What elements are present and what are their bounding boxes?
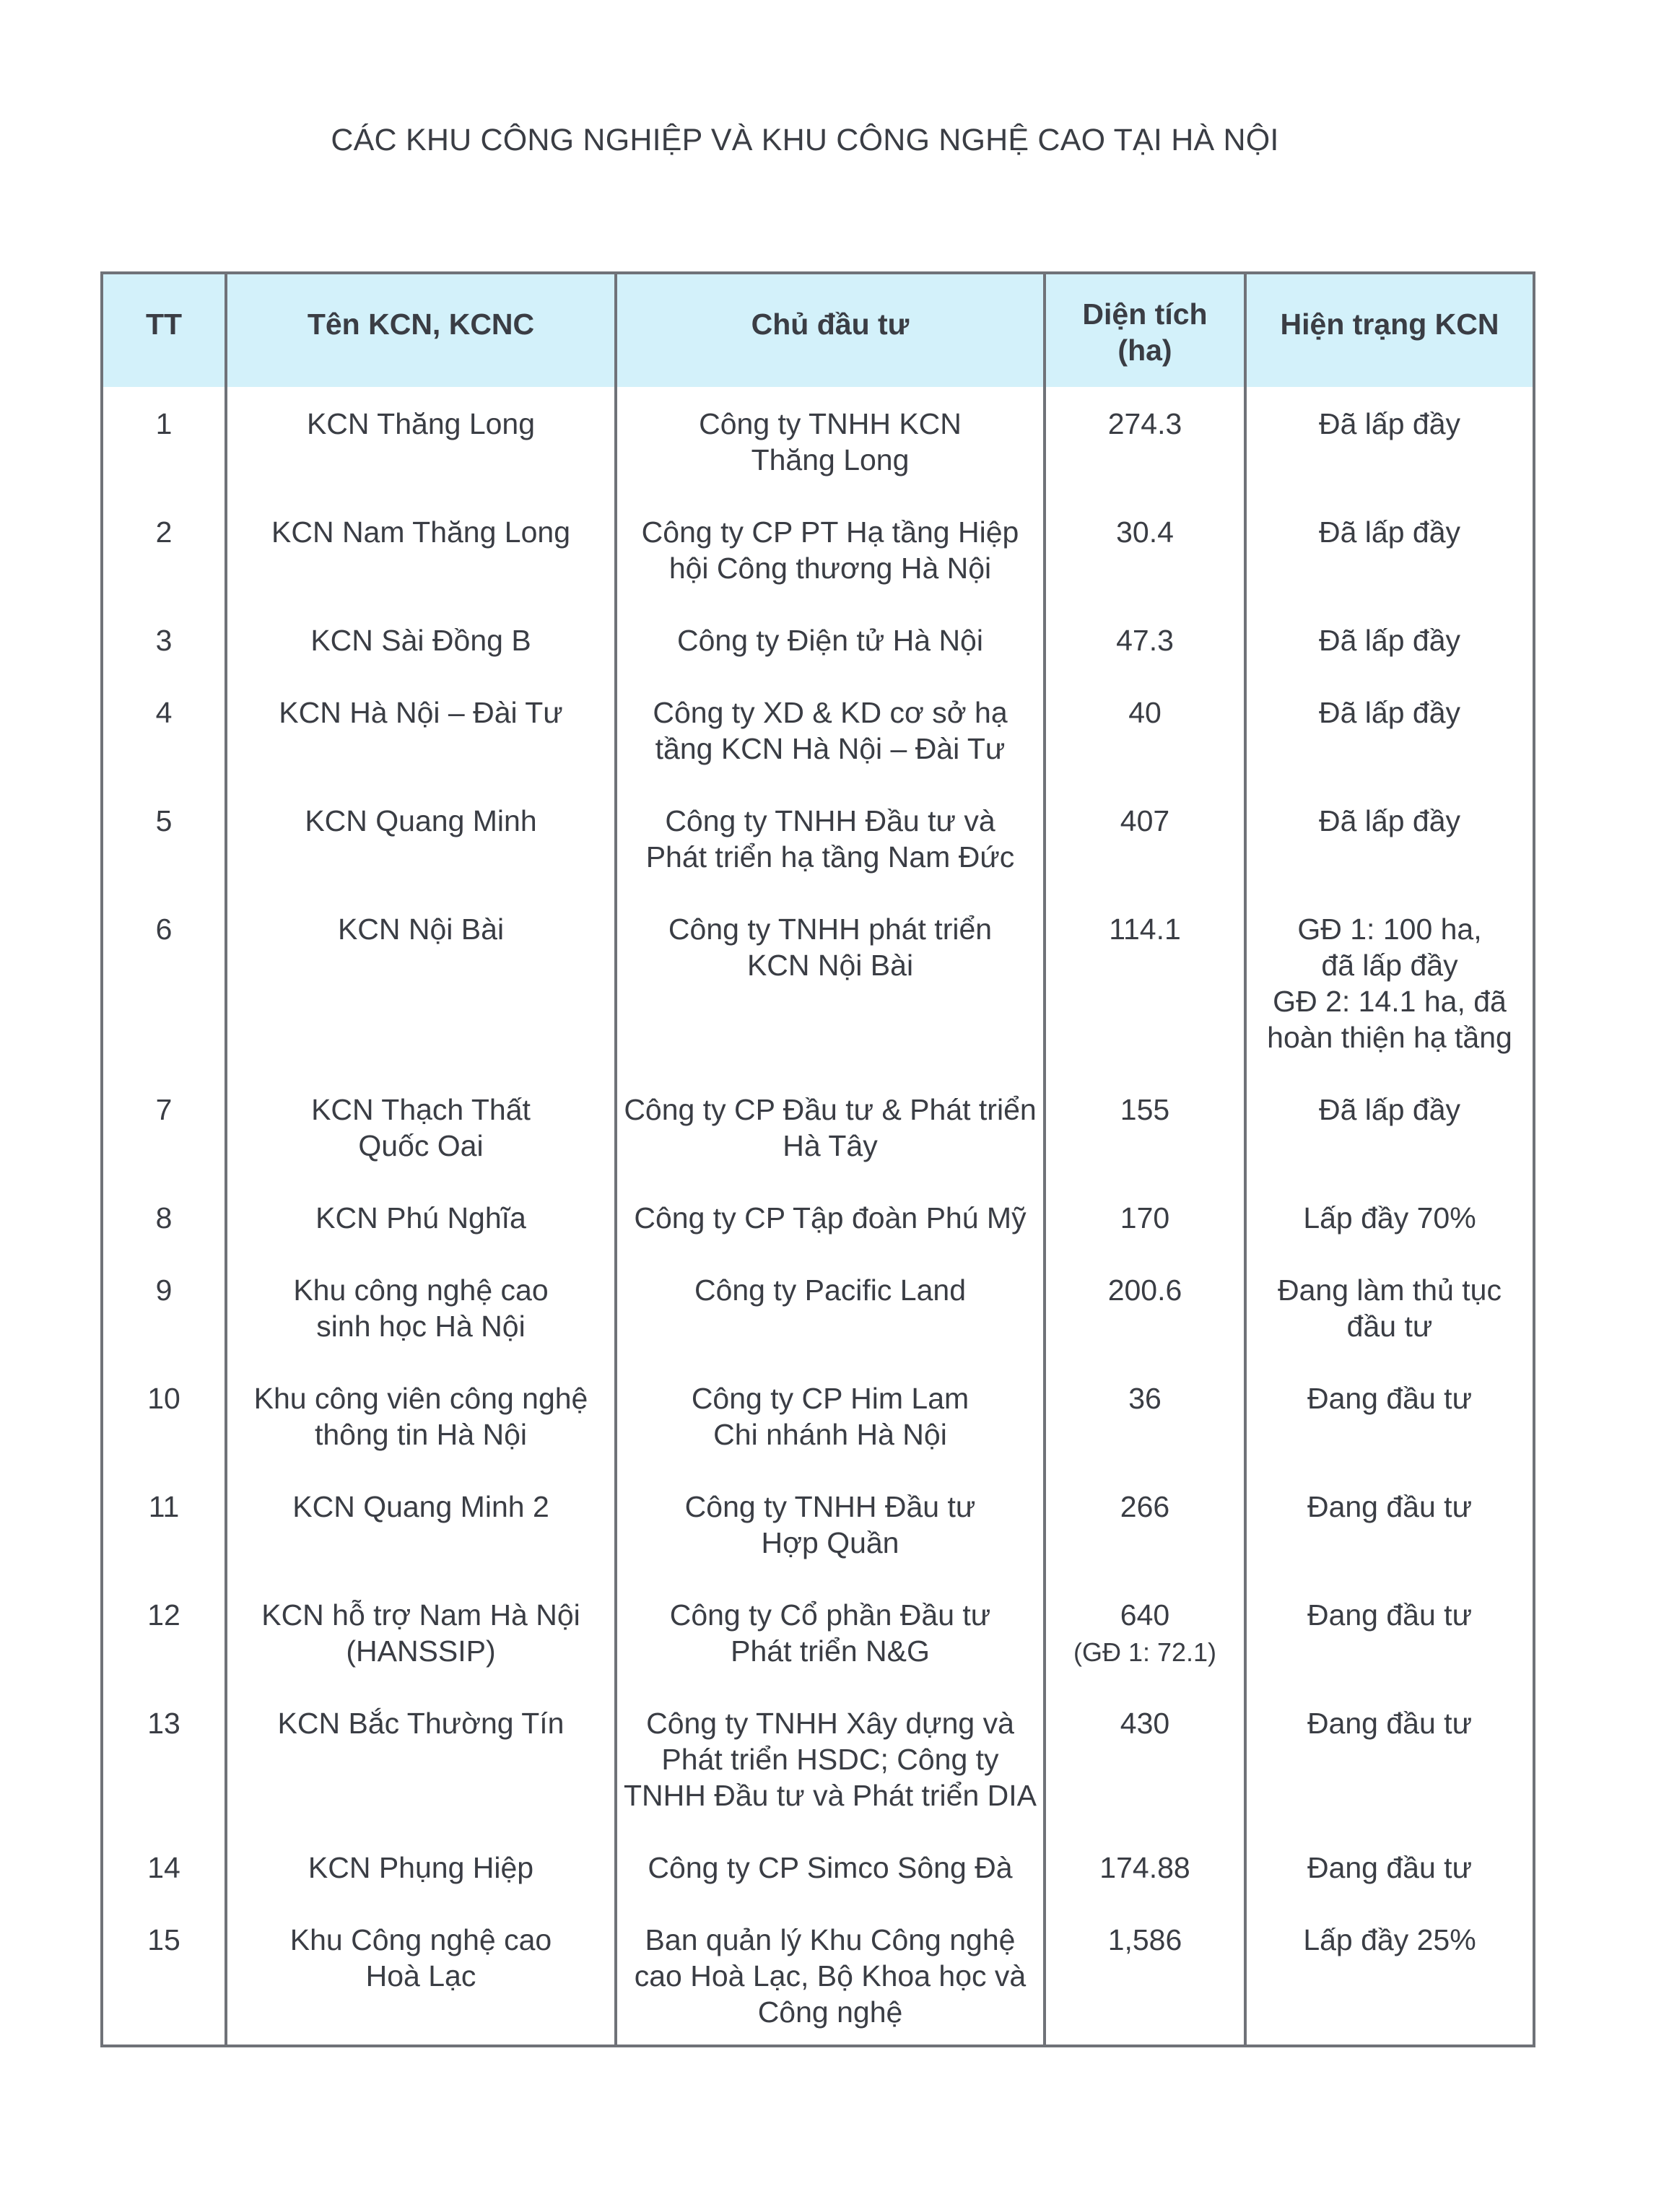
zone-name <box>226 387 616 495</box>
owner-name <box>616 676 1045 784</box>
zone-name-text: KCN Nội Bài <box>337 913 505 946</box>
area-value-text: 407 <box>1120 804 1170 837</box>
row-number <box>102 1362 226 1470</box>
area-value-text: 170 <box>1120 1201 1170 1235</box>
table-row <box>102 387 1534 495</box>
table-row <box>102 784 1534 892</box>
table-row <box>102 676 1534 784</box>
zone-name <box>226 892 616 1073</box>
table-row <box>102 1578 1534 1686</box>
status-text-text: Lấp đầy 25% <box>1303 1923 1476 1956</box>
row-number-text: 3 <box>155 624 173 657</box>
row-number-text: 14 <box>147 1851 180 1884</box>
status-text <box>1245 604 1534 676</box>
zone-name-text: KCN Quang Minh 2 <box>292 1490 549 1523</box>
zone-name-text: KCN Phú Nghĩa <box>315 1201 526 1235</box>
row-number-text: 10 <box>147 1382 180 1415</box>
status-text <box>1245 1578 1534 1686</box>
owner-name <box>616 1073 1045 1181</box>
area-value <box>1045 1470 1245 1578</box>
area-value-text: 274.3 <box>1107 407 1182 440</box>
table-row <box>102 1073 1534 1181</box>
table-row <box>102 1181 1534 1253</box>
area-value <box>1045 784 1245 892</box>
zone-name <box>226 1831 616 1903</box>
owner-name-text: Công ty XD & KD cơ sở hạ tầng KCN Hà Nội – Đài Tư <box>653 696 1008 765</box>
status-text-text: Đã lấp đầy <box>1318 407 1460 440</box>
status-text <box>1245 1831 1534 1903</box>
row-number <box>102 892 226 1073</box>
status-text <box>1245 676 1534 784</box>
row-number-text: 6 <box>155 913 173 946</box>
owner-name-text: Công ty Điện tử Hà Nội <box>677 624 983 657</box>
owner-name-text: Công ty CP Đầu tư & Phát triển Hà Tây <box>624 1093 1037 1162</box>
area-value <box>1045 1073 1245 1181</box>
area-value <box>1045 1686 1245 1831</box>
area-value <box>1045 495 1245 604</box>
status-text <box>1245 1903 1534 2046</box>
owner-name <box>616 604 1045 676</box>
zone-name <box>226 676 616 784</box>
table-row <box>102 495 1534 604</box>
owner-name-text: Công ty TNHH Xây dựng và Phát triển HSDC; Công ty TNHH Đầu tư và Phát triển DIA <box>623 1707 1037 1812</box>
zone-name <box>226 604 616 676</box>
status-text-text: GĐ 1: 100 ha, đã lấp đầy GĐ 2: 14.1 ha, đã hoàn thiện hạ tầng <box>1267 913 1512 1054</box>
row-number <box>102 1253 226 1362</box>
row-number <box>102 1686 226 1831</box>
zone-name-text: KCN Phụng Hiệp <box>308 1851 534 1884</box>
row-number-text: 8 <box>155 1201 173 1235</box>
zone-name <box>226 1903 616 2046</box>
row-number-text: 12 <box>147 1598 180 1632</box>
table-row <box>102 1686 1534 1831</box>
owner-name <box>616 1578 1045 1686</box>
owner-name-text: Công ty TNHH KCN Thăng Long <box>699 407 962 476</box>
row-number <box>102 387 226 495</box>
status-text <box>1245 1253 1534 1362</box>
zone-name-text: KCN Thăng Long <box>306 407 536 440</box>
owner-name-text: Công ty Cổ phần Đầu tư Phát triển N&G <box>669 1598 991 1668</box>
zone-name <box>226 784 616 892</box>
page-title: CÁC KHU CÔNG NGHIỆP VÀ KHU CÔNG NGHỆ CAO TẠI HÀ NỘI <box>331 123 1279 157</box>
area-value <box>1045 604 1245 676</box>
status-text-text: Đã lấp đầy <box>1318 515 1460 549</box>
area-value <box>1045 387 1245 495</box>
status-text-text: Lấp đầy 70% <box>1303 1201 1476 1235</box>
owner-name-text: Công ty CP Simco Sông Đà <box>648 1851 1013 1884</box>
status-text-text: Đã lấp đầy <box>1318 804 1460 837</box>
status-text-text: Đã lấp đầy <box>1318 1093 1460 1126</box>
row-number-text: 15 <box>147 1923 180 1956</box>
zone-name <box>226 1362 616 1470</box>
status-text-text: Đang đầu tư <box>1307 1851 1473 1884</box>
owner-name <box>616 495 1045 604</box>
owner-name <box>616 1181 1045 1253</box>
owner-name <box>616 1903 1045 2046</box>
table-row <box>102 1362 1534 1470</box>
header-area: Diện tích (ha) <box>1045 273 1245 387</box>
area-value-text: 1,586 <box>1107 1923 1182 1956</box>
status-text-text: Đang đầu tư <box>1307 1490 1473 1523</box>
zone-name <box>226 1578 616 1686</box>
row-number <box>102 1470 226 1578</box>
table-row <box>102 1831 1534 1903</box>
row-number-text: 4 <box>155 696 173 729</box>
owner-name-text: Công ty CP Him Lam Chi nhánh Hà Nội <box>691 1382 969 1451</box>
row-number-text: 13 <box>147 1707 180 1740</box>
table-row <box>102 604 1534 676</box>
row-number <box>102 1181 226 1253</box>
area-value-text: 174.88 <box>1099 1851 1190 1884</box>
table-row <box>102 1470 1534 1578</box>
zone-name <box>226 1073 616 1181</box>
zone-name-text: Khu công viên công nghệ thông tin Hà Nội <box>253 1382 588 1451</box>
table-row <box>102 1253 1534 1362</box>
area-value-text: 200.6 <box>1107 1273 1182 1307</box>
row-number <box>102 676 226 784</box>
zone-name <box>226 1470 616 1578</box>
status-text-text: Đang đầu tư <box>1307 1598 1473 1632</box>
table-row <box>102 892 1534 1073</box>
area-note: (GĐ 1: 72.1) <box>1073 1637 1217 1667</box>
status-text <box>1245 1073 1534 1181</box>
status-text-text: Đang làm thủ tục đầu tư <box>1278 1273 1502 1343</box>
owner-name <box>616 387 1045 495</box>
zone-name-text: KCN Thạch Thất Quốc Oai <box>311 1093 531 1162</box>
row-number-text: 5 <box>155 804 173 837</box>
area-value-text: 47.3 <box>1116 624 1174 657</box>
zone-name-text: KCN Hà Nội – Đài Tư <box>279 696 563 729</box>
owner-name-text: Ban quản lý Khu Công nghệ cao Hoà Lạc, Bộ Khoa học và Công nghệ <box>634 1923 1027 2029</box>
status-text <box>1245 1362 1534 1470</box>
zone-name-text: Khu công nghệ cao sinh học Hà Nội <box>293 1273 549 1343</box>
row-number <box>102 1578 226 1686</box>
row-number-text: 11 <box>148 1490 180 1523</box>
row-number <box>102 784 226 892</box>
zone-name-text: Khu Công nghệ cao Hoà Lạc <box>289 1923 552 1993</box>
area-value-text: 30.4 <box>1116 515 1174 549</box>
status-text <box>1245 784 1534 892</box>
status-text <box>1245 892 1534 1073</box>
owner-name-text: Công ty TNHH Đầu tư và Phát triển hạ tầng Nam Đức <box>645 804 1015 874</box>
area-value <box>1045 892 1245 1073</box>
header-owner: Chủ đầu tư <box>616 273 1045 387</box>
status-text <box>1245 1181 1534 1253</box>
status-text-text: Đã lấp đầy <box>1318 696 1460 729</box>
area-value-text: 155 <box>1120 1093 1170 1126</box>
header-status: Hiện trạng KCN <box>1245 273 1534 387</box>
status-text <box>1245 1686 1534 1831</box>
zone-name <box>226 1686 616 1831</box>
area-value <box>1045 676 1245 784</box>
table-header-row <box>102 273 1534 387</box>
status-text-text: Đã lấp đầy <box>1318 624 1460 657</box>
industrial-zones-table <box>100 271 1535 2047</box>
row-number <box>102 604 226 676</box>
area-value-text: 640 <box>1120 1598 1170 1632</box>
zone-name-text: KCN Bắc Thường Tín <box>277 1707 565 1740</box>
owner-name <box>616 1831 1045 1903</box>
owner-name-text: Công ty TNHH Đầu tư Hợp Quần <box>684 1490 976 1559</box>
status-text <box>1245 495 1534 604</box>
owner-name-text: Công ty TNHH phát triển KCN Nội Bài <box>668 913 993 982</box>
status-text-text: Đang đầu tư <box>1307 1382 1473 1415</box>
header-tt: TT <box>102 273 226 387</box>
zone-name-text: KCN Quang Minh <box>305 804 537 837</box>
area-value-text: 114.1 <box>1109 913 1181 946</box>
owner-name <box>616 892 1045 1073</box>
area-value <box>1045 1903 1245 2046</box>
area-value <box>1045 1362 1245 1470</box>
owner-name-text: Công ty Pacific Land <box>694 1273 967 1307</box>
owner-name-text: Công ty CP PT Hạ tầng Hiệp hội Công thương Hà Nội <box>641 515 1019 585</box>
row-number <box>102 1903 226 2046</box>
owner-name <box>616 784 1045 892</box>
status-text-text: Đang đầu tư <box>1307 1707 1473 1740</box>
row-number-text: 2 <box>155 515 173 549</box>
area-value <box>1045 1181 1245 1253</box>
zone-name <box>226 1253 616 1362</box>
owner-name <box>616 1470 1045 1578</box>
owner-name-text: Công ty CP Tập đoàn Phú Mỹ <box>634 1201 1027 1235</box>
row-number-text: 9 <box>155 1273 173 1307</box>
row-number <box>102 495 226 604</box>
area-value <box>1045 1578 1245 1686</box>
row-number-text: 7 <box>155 1093 173 1126</box>
status-text <box>1245 387 1534 495</box>
table-row <box>102 1903 1534 2046</box>
area-value-text: 430 <box>1120 1707 1170 1740</box>
zone-name-text: KCN hỗ trợ Nam Hà Nội (HANSSIP) <box>261 1598 580 1668</box>
status-text <box>1245 1470 1534 1578</box>
area-value-text: 40 <box>1128 696 1162 729</box>
area-value <box>1045 1253 1245 1362</box>
owner-name <box>616 1362 1045 1470</box>
area-value-text: 36 <box>1128 1382 1162 1415</box>
row-number <box>102 1073 226 1181</box>
zone-name <box>226 495 616 604</box>
row-number <box>102 1831 226 1903</box>
owner-name <box>616 1253 1045 1362</box>
row-number-text: 1 <box>155 407 173 440</box>
area-value-text: 266 <box>1120 1490 1170 1523</box>
zone-name <box>226 1181 616 1253</box>
zone-name-text: KCN Sài Đồng B <box>310 624 531 657</box>
owner-name <box>616 1686 1045 1831</box>
zone-name-text: KCN Nam Thăng Long <box>271 515 571 549</box>
header-name: Tên KCN, KCNC <box>226 273 616 387</box>
area-value <box>1045 1831 1245 1903</box>
